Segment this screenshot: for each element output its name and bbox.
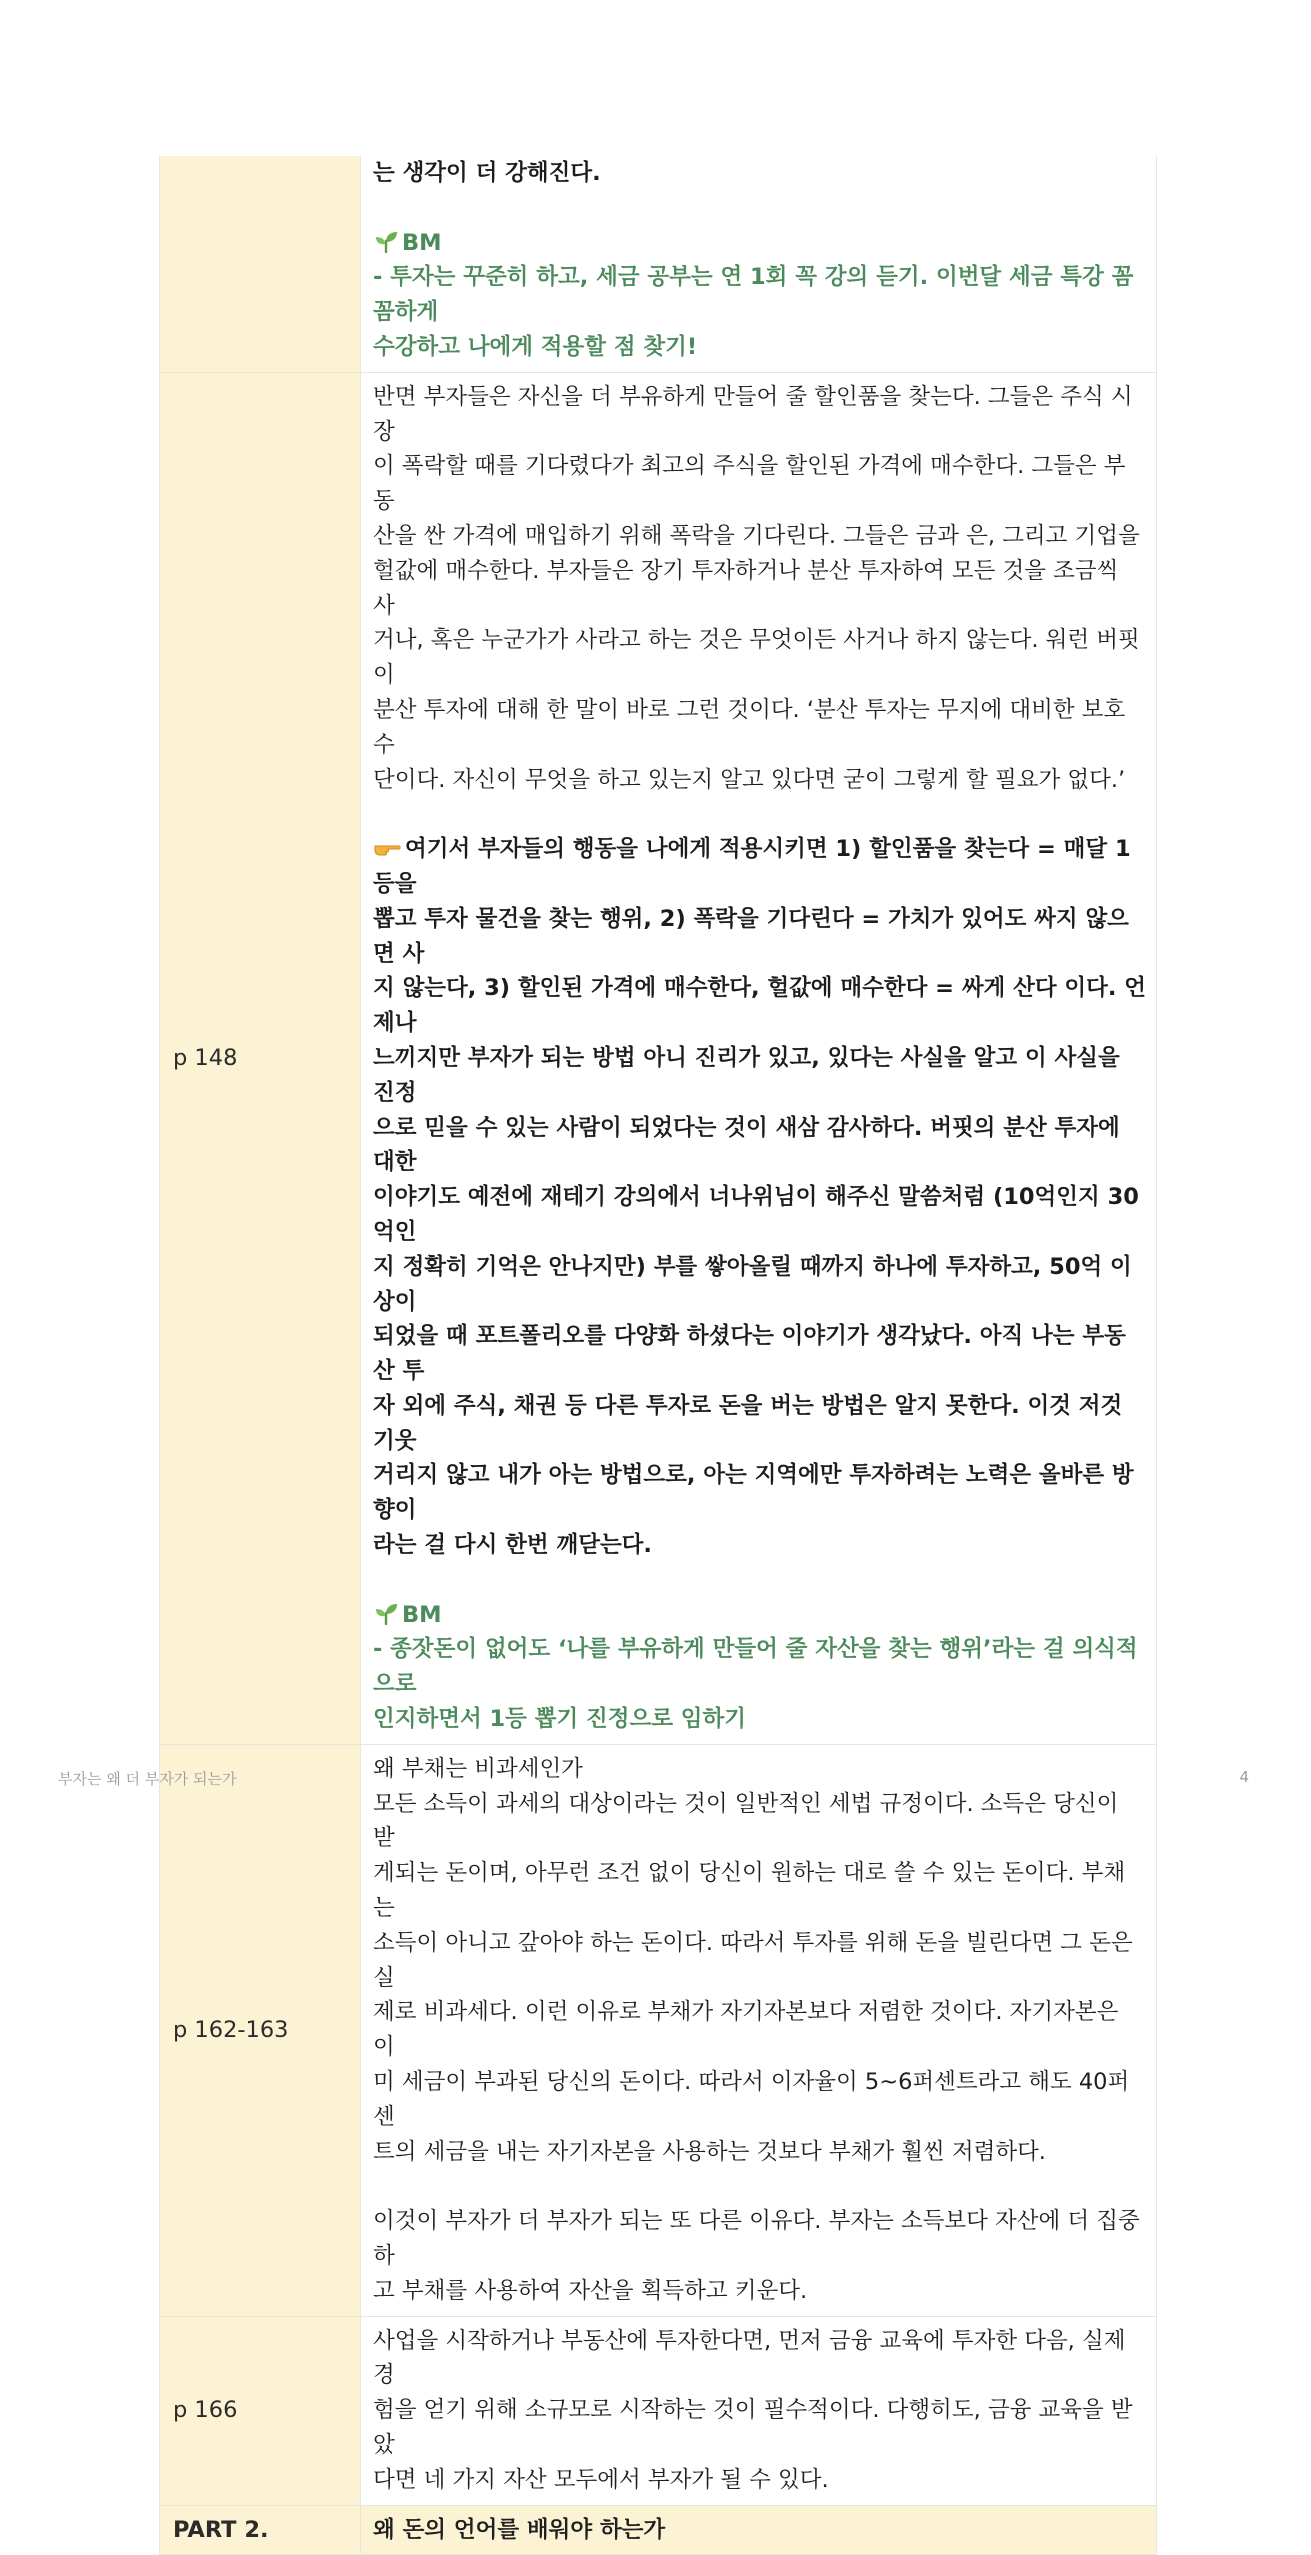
page-label-cell: p 162-163	[160, 1744, 361, 2316]
book-quote-text: 이것이 부자가 더 부자가 되는 또 다른 이유다. 부자는 소득보다 자산에 더 집중하 고 부채를 사용하여 자산을 획득하고 키운다.	[373, 2208, 1140, 2304]
reflection-body: 여기서 부자들의 행동을 나에게 적용시키면 1) 할인품을 찾는다 = 매달 1등을 뽑고 투자 물건을 찾는 행위, 2) 폭락을 기다린다 = 가치가 있어도 싸지 않으면 사 지 않는다, 3) 할인된 가격에 매수한다, 헐값에 매수한다 = 싸게 산다 이다. 언제나 느끼지만 부자가 되는 방법 아니 진리가 있고, 있다는 사실을 알고 이 사실을 진정 으로 믿을 수 있는 사람이 되었다는 것이 새삼 감사하다. 버핏의 분산 투자에 대한 이야기도 예전에 재테기 강의에서 너나위님이 해주신 말씀처럼 (10억인지 30억인 지 정확히 기억은 안나지만) 부를 쌓아올릴 때까지 하나에 투자하고, 50억 이상이 되었을 때 포트폴리오를 다양화 하셨다는 이야기가 생각났다. 아직 나는 부동산 투 자 외에 주식, 채권 등 다른 투자로 돈을 버는 방법은 알지 못한다. 이것 저것 기웃 거리지 않고 내가 아는 방법으로, 아는 지역에만 투자하려는 노력은 올바른 방향이 라는 걸 다시 한번 깨닫는다.	[373, 836, 1147, 1559]
page-number: 4	[1239, 1768, 1249, 1786]
table-row	[160, 2505, 1157, 2555]
table-row	[160, 2316, 1157, 2505]
sprout-icon	[373, 229, 399, 253]
book-quote-text: 반면 부자들은 자신을 더 부유하게 만들어 줄 할인품을 찾는다. 그들은 주식 시장 이 폭락할 때를 기다렸다가 최고의 주식을 할인된 가격에 매수한다. 그들은 부동 산을 싼 가격에 매입하기 위해 폭락을 기다린다. 그들은 금과 은, 그리고 기업을 헐값에 매수한다. 부자들은 장기 투자하거나 분산 투자하여 모든 것을 조금씩 사 거나, 혹은 누군가가 사라고 하는 것은 무엇이든 사거나 하지 않는다. 워런 버핏이 분산 투자에 대해 한 말이 바로 그런 것이다. ‘분산 투자는 무지에 대비한 보호 수 단이다. 자신이 무엇을 하고 있는지 알고 있다면 굳이 그렇게 할 필요가 없다.’	[373, 383, 1140, 793]
book-quote-text: 왜 부채는 비과세인가 모든 소득이 과세의 대상이라는 것이 일반적인 세법 규정이다. 소득은 당신이 받 게되는 돈이며, 아무런 조건 없이 당신이 원하는 대로 쓸 수 있는 돈이다. 부채는 소득이 아니고 갚아야 하는 돈이다. 따라서 투자를 위해 돈을 빌린다면 그 돈은 실 제로 비과세다. 이런 이유로 부채가 자기자본보다 저렴한 것이다. 자기자본은 이 미 세금이 부과된 당신의 돈이다. 따라서 이자율이 5~6퍼센트라고 해도 40퍼센 트의 세금을 내는 자기자본을 사용하는 것보다 부채가 훨씬 저렴하다.	[373, 1755, 1133, 2165]
pointing-hand-icon	[373, 837, 401, 859]
reflection-text: 는 생각이 더 강해진다.	[373, 160, 601, 186]
note-content-cell	[361, 156, 1157, 372]
reflection-text	[373, 832, 1146, 1563]
table-row	[160, 156, 1157, 372]
bm-label: BM	[402, 1601, 442, 1628]
part-label-cell: PART 2.	[160, 2505, 361, 2555]
page-label-cell: p 148	[160, 372, 361, 1744]
page-label-cell	[160, 156, 361, 372]
note-content-cell	[361, 2316, 1157, 2505]
note-content-cell	[361, 372, 1157, 1744]
bm-action-text: - 투자는 꾸준히 하고, 세금 공부는 연 1회 꼭 강의 듣기. 이번달 세금 특강 꼼꼼하게 수강하고 나에게 적용할 점 찾기!	[373, 264, 1134, 360]
table-row	[160, 1744, 1157, 2316]
book-quote-text: 사업을 시작하거나 부동산에 투자한다면, 먼저 금융 교육에 투자한 다음, 실제 경 험을 얻기 위해 소규모로 시작하는 것이 필수적이다. 다행히도, 금융 교육을 받았 다면 네 가지 자산 모두에서 부자가 될 수 있다.	[373, 2327, 1133, 2493]
bm-heading	[373, 226, 1146, 261]
bm-heading	[373, 1598, 1146, 1633]
page-label-cell: p 166	[160, 2316, 361, 2505]
bm-action-text: - 종잣돈이 없어도 ‘나를 부유하게 만들어 줄 자산을 찾는 행위’라는 걸 의식적으로 인지하면서 1등 뽑기 진정으로 임하기	[373, 1636, 1138, 1733]
table-row	[160, 372, 1157, 1744]
notes-table	[159, 156, 1157, 2555]
bm-label: BM	[402, 229, 442, 256]
sprout-icon	[373, 1601, 399, 1625]
note-content-cell	[361, 1744, 1157, 2316]
footer-book-title: 부자는 왜 더 부자가 되는가	[58, 1770, 237, 1788]
part-title-cell: 왜 돈의 언어를 배워야 하는가	[361, 2505, 1157, 2555]
